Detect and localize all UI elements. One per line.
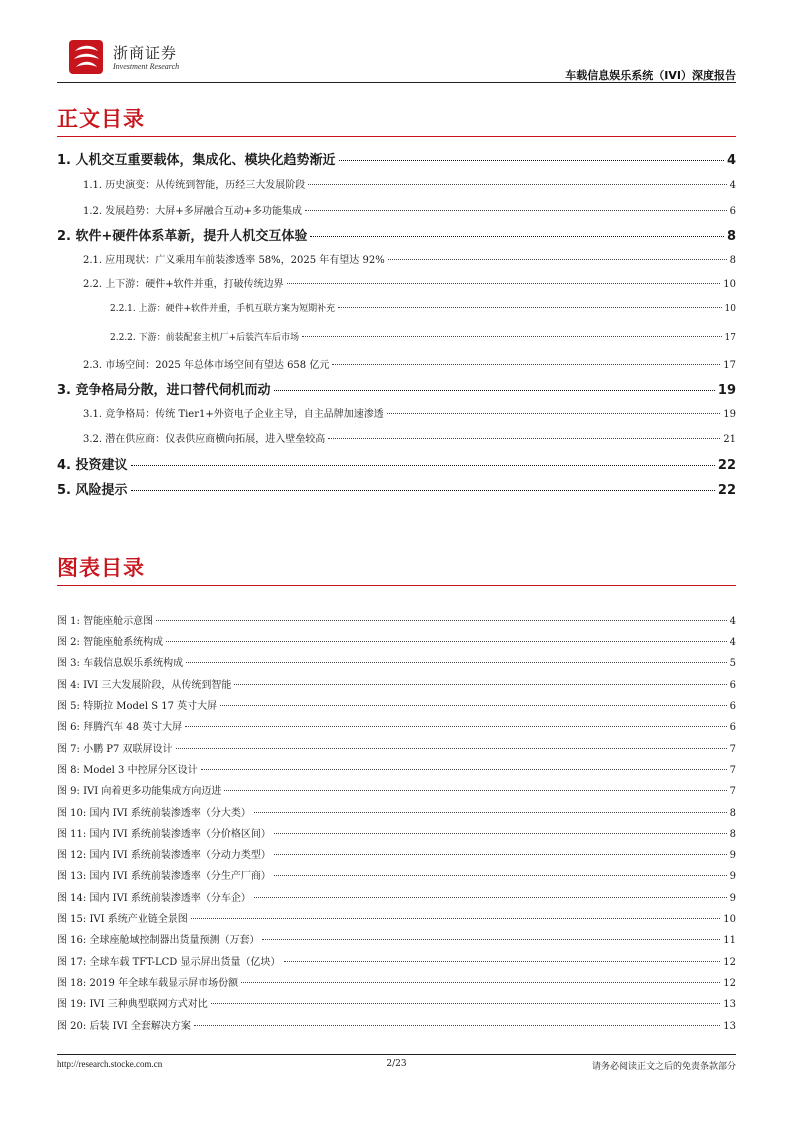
figure-entry-page: 4 [729,637,736,648]
figure-entry-2[interactable] [57,633,736,648]
figure-entry-page: 9 [729,850,736,861]
figure-entry-17[interactable] [57,953,736,968]
toc-leader [176,748,727,749]
footer-page-number: 2/23 [386,1059,407,1069]
toc-entry-page: 17 [723,360,736,371]
figure-entry-label: 图 2: 智能座舱系统构成 [57,637,164,648]
report-title: 车载信息娱乐系统（IVI）深度报告 [565,69,736,82]
toc-entry-page: 8 [726,229,736,244]
figure-entry-label: 图 19: IVI 三种典型联网方式对比 [57,999,208,1010]
toc-entry-page: 19 [717,383,736,398]
toc-leader [287,283,721,284]
toc-entry-page: 6 [729,206,736,217]
figure-entry-16[interactable] [57,931,736,946]
toc-entry-label: 1.2. 发展趋势：大屏+多屏融合互动+多功能集成 [83,206,303,217]
figure-entry-page: 6 [729,722,736,733]
footer-divider [57,1054,736,1055]
toc-entry-page: 8 [729,255,736,266]
figure-entry-label: 图 15: IVI 系统产业链全景图 [57,914,188,925]
toc-leader [166,641,727,642]
toc-entry-4[interactable] [57,454,736,473]
toc-leader [302,336,721,337]
toc-entry-label: 2.2.2. 下游：前装配套主机厂+后装汽车后市场 [110,333,300,343]
footer-disclaimer: 请务必阅读正文之后的免责条款部分 [591,1062,736,1072]
figure-entry-10[interactable] [57,804,736,819]
logo-english-name: Investment Research [113,62,180,71]
figure-entry-page: 10 [723,914,736,925]
figure-entry-13[interactable] [57,867,736,882]
figure-entry-page: 12 [723,978,736,989]
toc-entry-label: 3.2. 潜在供应商：仪表供应商横向拓展，进入壁垒较高 [83,434,326,445]
figure-entry-19[interactable] [57,995,736,1010]
figure-entry-label: 图 13: 国内 IVI 系统前装渗透率（分生产厂商） [57,871,271,882]
figure-entry-page: 6 [729,701,736,712]
toc-leader [388,259,727,260]
zheshang-logo-icon [65,37,107,77]
toc-leader [185,726,726,727]
figure-entry-label: 图 12: 国内 IVI 系统前装渗透率（分动力类型） [57,850,271,861]
figure-entry-label: 图 6: 拜腾汽车 48 英寸大屏 [57,722,183,733]
figure-entry-6[interactable] [57,718,736,733]
toc-entry-page: 10 [724,304,736,314]
toc-leader [254,812,727,813]
toc-entry-page: 4 [729,180,736,191]
toc-entry-page: 19 [723,409,736,420]
figure-entry-label: 图 20: 后装 IVI 全套解决方案 [57,1021,191,1032]
figure-entry-page: 13 [723,1021,736,1032]
toc-entry-page: 17 [724,333,736,343]
figure-entry-14[interactable] [57,889,736,904]
header-divider [57,82,736,83]
figure-entry-page: 13 [723,999,736,1010]
figure-entry-label: 图 17: 全球车载 TFT-LCD 显示屏出货量（亿块） [57,957,281,968]
figure-entry-8[interactable] [57,761,736,776]
figure-entry-label: 图 10: 国内 IVI 系统前装渗透率（分大类） [57,808,251,819]
toc-entry-2[interactable] [57,225,736,244]
figure-entry-4[interactable] [57,676,736,691]
figure-entry-3[interactable] [57,654,736,669]
toc-entry-page: 22 [717,483,736,498]
figure-entry-label: 图 18: 2019 年全球车载显示屏市场份额 [57,978,239,989]
toc-entry-label: 5. 风险提示 [57,483,128,498]
toc-leader [262,939,720,940]
toc-entry-2-2-2[interactable] [110,330,736,343]
toc-entry-label: 4. 投资建议 [57,458,128,473]
contents-title-rule [57,136,736,137]
toc-entry-3-1[interactable] [83,405,736,420]
contents-title: 正文目录 [57,107,145,131]
toc-entry-3-2[interactable] [83,430,736,445]
figure-entry-15[interactable] [57,910,736,925]
toc-leader [201,769,727,770]
figure-entry-label: 图 16: 全球座舱域控制器出货量预测（万套） [57,935,260,946]
figure-entry-label: 图 14: 国内 IVI 系统前装渗透率（分车企） [57,893,251,904]
figure-entry-page: 7 [729,786,736,797]
toc-leader [305,210,727,211]
figure-entry-5[interactable] [57,697,736,712]
figure-entry-1[interactable] [57,612,736,627]
toc-entry-label: 2. 软件+硬件体系革新，提升人机交互体验 [57,229,308,244]
figure-entry-label: 图 5: 特斯拉 Model S 17 英寸大屏 [57,701,218,712]
toc-entry-label: 1. 人机交互重要载体，集成化、模块化趋势渐近 [57,153,336,168]
figure-entry-label: 图 4: IVI 三大发展阶段，从传统到智能 [57,680,232,691]
figure-entry-label: 图 8: Model 3 中控屏分区设计 [57,765,198,776]
toc-leader [234,684,726,685]
logo-chinese-name: 浙商证券 [113,44,178,62]
toc-entry-2-1[interactable] [83,251,736,266]
toc-entry-label: 3. 竞争格局分散，进口替代伺机而动 [57,383,271,398]
toc-entry-page: 21 [723,434,736,445]
figure-entry-page: 8 [729,829,736,840]
toc-entry-1-2[interactable] [83,202,736,217]
figure-entry-12[interactable] [57,846,736,861]
toc-entry-1-1[interactable] [83,176,736,191]
toc-leader [387,413,721,414]
toc-entry-2-2-1[interactable] [110,301,736,314]
toc-leader [220,705,726,706]
toc-entry-page: 22 [717,458,736,473]
figure-entry-page: 9 [729,893,736,904]
figure-entry-page: 5 [729,658,736,669]
toc-entry-5[interactable] [57,479,736,498]
figure-entry-label: 图 1: 智能座舱示意图 [57,616,154,627]
figures-title: 图表目录 [57,556,145,580]
toc-leader [332,364,720,365]
toc-entry-label: 3.1. 竞争格局：传统 Tier1+外资电子企业主导，自主品牌加速渗透 [83,409,384,420]
figure-entry-9[interactable] [57,782,736,797]
toc-leader [274,875,727,876]
toc-entry-page: 4 [726,153,736,168]
toc-leader [254,897,727,898]
toc-leader [191,918,721,919]
toc-leader [131,465,715,466]
toc-entry-page: 10 [723,279,736,290]
figure-entry-page: 6 [729,680,736,691]
toc-leader [156,620,727,621]
figure-entry-page: 7 [729,744,736,755]
figure-entry-page: 12 [723,957,736,968]
toc-leader [310,236,724,237]
toc-entry-label: 2.2.1. 上游：硬件+软件并重，手机互联方案为短期补充 [110,304,336,314]
figure-entry-page: 9 [729,871,736,882]
toc-leader [224,790,726,791]
toc-leader [274,854,727,855]
toc-leader [241,982,720,983]
toc-leader [308,184,726,185]
toc-entry-label: 1.1. 历史演变：从传统到智能，历经三大发展阶段 [83,180,306,191]
figure-entry-label: 图 9: IVI 向着更多功能集成方向迈进 [57,786,222,797]
toc-leader [339,160,724,161]
toc-entry-label: 2.1. 应用现状：广义乘用车前装渗透率 58%，2025 年有望达 92% [83,255,385,266]
figure-entry-label: 图 11: 国内 IVI 系统前装渗透率（分价格区间） [57,829,271,840]
toc-entry-1[interactable] [57,149,736,168]
figure-entry-page: 8 [729,808,736,819]
footer-url[interactable]: http://research.stocke.com.cn [57,1059,163,1069]
figure-entry-11[interactable] [57,825,736,840]
figure-entry-page: 11 [723,935,736,946]
company-logo [57,35,217,83]
toc-leader [328,438,720,439]
toc-entry-3[interactable] [57,379,736,398]
figures-title-rule [57,585,736,586]
toc-leader [131,490,715,491]
toc-leader [274,390,715,391]
toc-leader [211,1003,721,1004]
figure-entry-label: 图 7: 小鹏 P7 双联屏设计 [57,744,173,755]
figure-entry-page: 7 [729,765,736,776]
figure-entry-20[interactable] [57,1017,736,1032]
toc-leader [274,833,727,834]
toc-entry-label: 2.2. 上下游：硬件+软件并重，打破传统边界 [83,279,284,290]
toc-entry-2-2[interactable] [83,275,736,290]
figure-entry-label: 图 3: 车载信息娱乐系统构成 [57,658,184,669]
toc-leader [194,1025,720,1026]
toc-entry-2-3[interactable] [83,356,736,371]
toc-entry-label: 2.3. 市场空间：2025 年总体市场空间有望达 658 亿元 [83,360,330,371]
page-header [57,35,736,83]
toc-leader [186,662,727,663]
figure-entry-7[interactable] [57,740,736,755]
toc-leader [284,961,721,962]
toc-leader [338,307,721,308]
figure-entry-18[interactable] [57,974,736,989]
figure-entry-page: 4 [729,616,736,627]
